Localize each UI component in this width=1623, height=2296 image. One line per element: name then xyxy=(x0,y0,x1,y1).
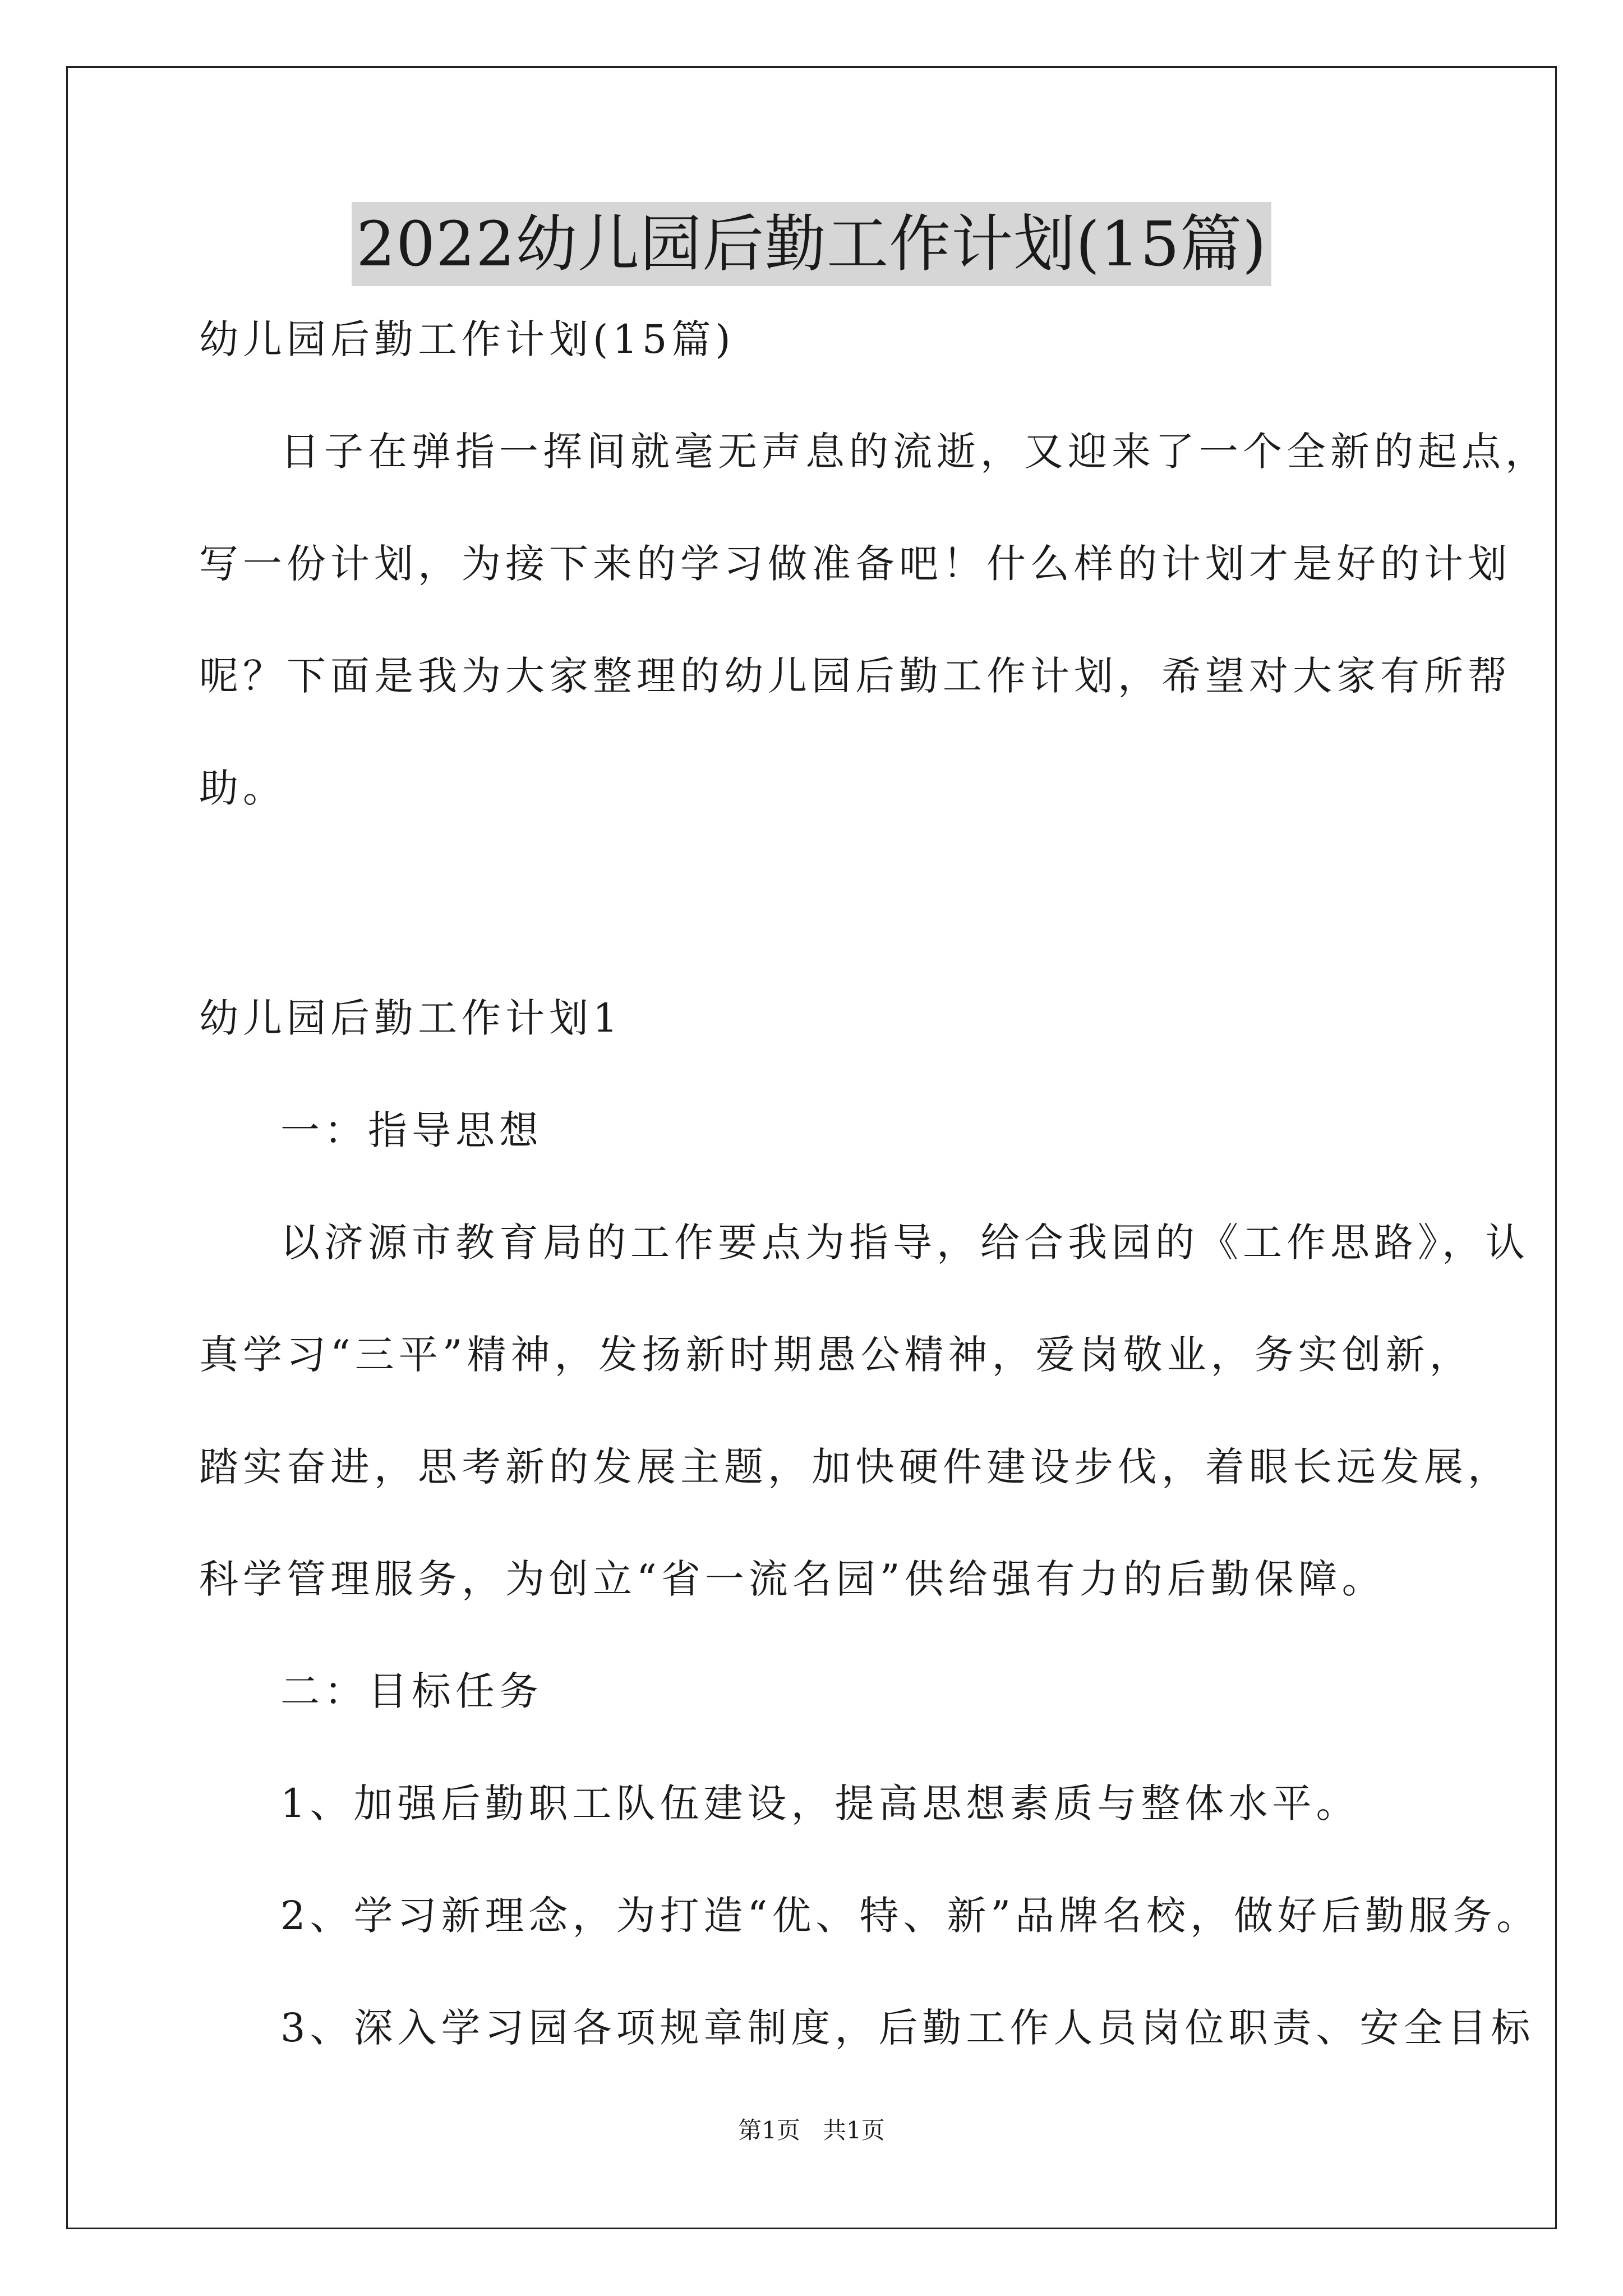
document-title: 2022幼儿园后勤工作计划(15篇) xyxy=(352,202,1271,286)
paragraph-line-1: 以济源市教育局的工作要点为指导，给合我园的《工作思路》，认 xyxy=(280,1220,1529,1266)
page-footer: 第1页 共1页 xyxy=(738,2116,885,2144)
document-subtitle: 幼儿园后勤工作计划(15篇) xyxy=(199,316,735,362)
intro-line-4: 助。 xyxy=(199,765,287,811)
intro-line-2: 写一份计划，为接下来的学习做准备吧！什么样的计划才是好的计划 xyxy=(199,541,1511,587)
paragraph-line-3: 踏实奋进，思考新的发展主题，加快硬件建设步伐，着眼长远发展， xyxy=(199,1444,1511,1490)
section-title: 幼儿园后勤工作计划1 xyxy=(199,995,623,1041)
paragraph-line-4: 科学管理服务，为创立“省一流名园”供给强有力的后勤保障。 xyxy=(199,1556,1386,1602)
goal-item-2: 2、学习新理念，为打造“优、特、新”品牌名校，做好后勤服务。 xyxy=(280,1893,1541,1939)
intro-line-1: 日子在弹指一挥间就毫无声息的流逝，又迎来了一个全新的起点， xyxy=(280,429,1549,475)
heading-guiding-ideology: 一：指导思想 xyxy=(280,1107,543,1153)
title-container xyxy=(0,202,1623,286)
paragraph-line-2: 真学习“三平”精神，发扬新时期愚公精神，爱岗敬业，务实创新， xyxy=(199,1332,1473,1378)
intro-line-3: 呢？下面是我为大家整理的幼儿园后勤工作计划，希望对大家有所帮 xyxy=(199,653,1511,699)
goal-item-1: 1、加强后勤职工队伍建设，提高思想素质与整体水平。 xyxy=(280,1780,1360,1826)
heading-goals: 二：目标任务 xyxy=(280,1668,543,1714)
goal-item-3: 3、深入学习园各项规章制度，后勤工作人员岗位职责、安全目标 xyxy=(280,2005,1535,2051)
